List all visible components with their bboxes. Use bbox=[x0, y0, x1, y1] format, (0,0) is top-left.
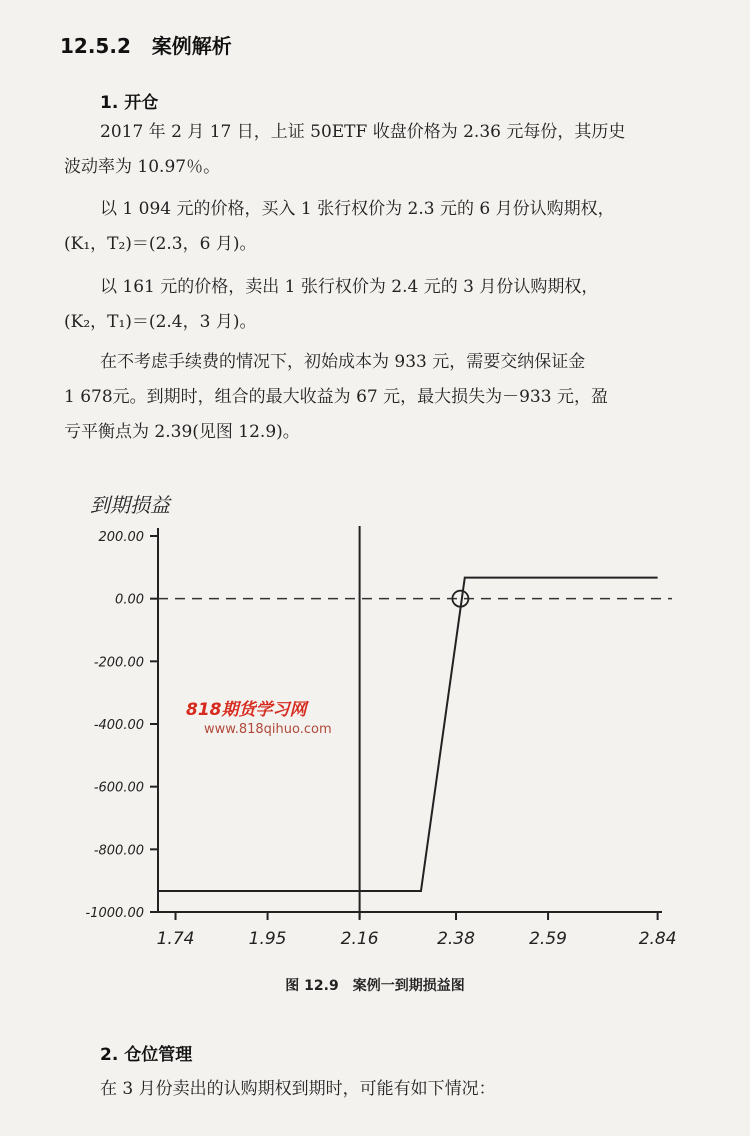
watermark bbox=[186, 695, 332, 737]
subheading-position-management: 2. 仓位管理 bbox=[100, 1045, 193, 1065]
y-tick-label: 0.00 bbox=[115, 592, 144, 608]
paragraph-3 bbox=[64, 270, 690, 340]
paragraph-4 bbox=[64, 345, 690, 450]
y-tick-label: 200.00 bbox=[98, 530, 144, 545]
paragraph-last bbox=[100, 1072, 690, 1107]
paragraph-line: 在不考虑手续费的情况下，初始成本为 933 元，需要交纳保证金 bbox=[100, 352, 586, 372]
paragraph-1 bbox=[64, 115, 690, 185]
paragraph-line: 2017 年 2 月 17 日，上证 50ETF 收盘价格为 2.36 元每份，其历史 bbox=[100, 122, 626, 142]
section-heading bbox=[60, 30, 232, 59]
payoff-chart bbox=[50, 490, 700, 960]
chart-title: 到期损益 bbox=[90, 493, 170, 517]
paragraph-line: 在 3 月份卖出的认购期权到期时，可能有如下情况： bbox=[100, 1079, 496, 1099]
y-tick-label: -1000.00 bbox=[85, 906, 144, 921]
x-tick-label: 1.74 bbox=[156, 929, 195, 949]
section-number: 12.5.2 bbox=[60, 34, 131, 58]
figure-caption: 图 12.9 案例一到期损益图 bbox=[285, 978, 465, 994]
paragraph-2 bbox=[64, 192, 690, 262]
paragraph-line: 亏平衡点为 2.39(见图 12.9)。 bbox=[64, 422, 300, 442]
watermark-logo: 818期货学习网 bbox=[186, 700, 307, 720]
y-tick-label: -600.00 bbox=[93, 780, 144, 796]
y-tick-label: -400.00 bbox=[93, 718, 144, 733]
x-tick-label: 2.16 bbox=[340, 929, 379, 949]
x-tick-labels bbox=[157, 912, 677, 949]
paragraph-line: 波动率为 10.97％。 bbox=[64, 157, 221, 177]
paragraph-line: (K₁，T₂)＝(2.3，6 月)。 bbox=[64, 234, 257, 254]
y-tick-label: -800.00 bbox=[93, 843, 144, 859]
subheading-open-position: 1. 开仓 bbox=[100, 93, 159, 113]
y-tick-labels bbox=[86, 530, 158, 921]
paragraph-line: (K₂，T₁)＝(2.4，3 月)。 bbox=[64, 312, 257, 332]
watermark-url: www.818qihuo.com bbox=[204, 722, 332, 737]
x-tick-label: 2.59 bbox=[529, 929, 567, 949]
paragraph-line: 1 678元。到期时，组合的最大收益为 67 元，最大损失为－933 元，盈 bbox=[64, 387, 608, 407]
section-title: 案例解析 bbox=[151, 34, 232, 58]
y-tick-label: -200.00 bbox=[93, 655, 144, 671]
x-tick-label: 2.84 bbox=[638, 929, 677, 949]
x-tick-label: 2.38 bbox=[437, 929, 475, 949]
paragraph-line: 以 161 元的价格，卖出 1 张行权价为 2.4 元的 3 月份认购期权， bbox=[100, 277, 599, 297]
x-tick-label: 1.95 bbox=[248, 929, 287, 949]
paragraph-line: 以 1 094 元的价格，买入 1 张行权价为 2.3 元的 6 月份认购期权， bbox=[100, 199, 615, 219]
